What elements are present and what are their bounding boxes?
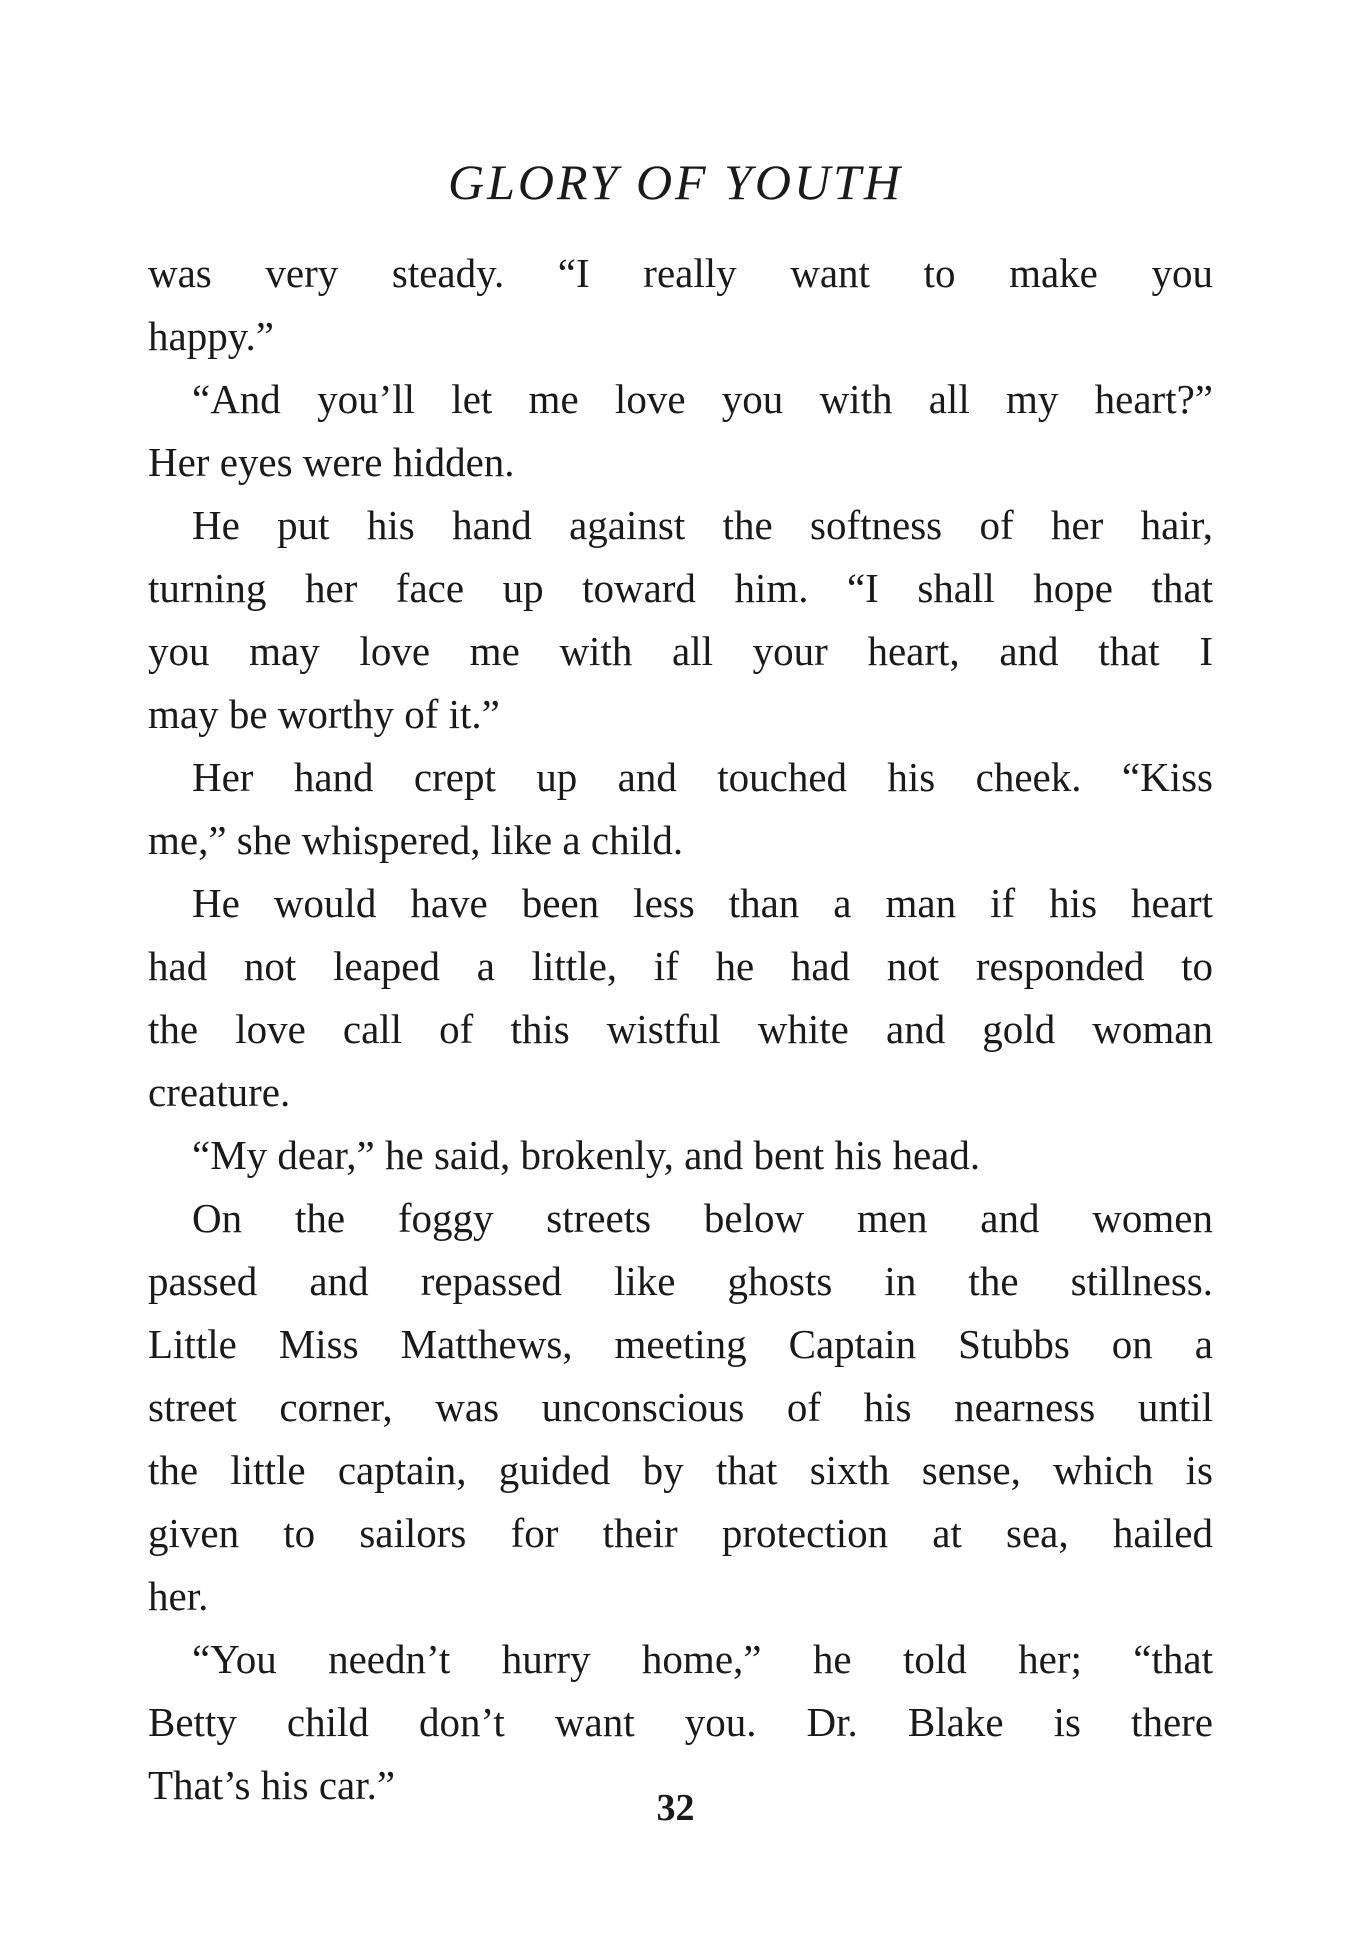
text-line: Her hand crept up and touched his cheek. “Kiss: [192, 754, 1213, 800]
paragraph: [148, 242, 1213, 368]
page-number: 32: [656, 1787, 695, 1829]
text-line: street corner, was unconscious of his nearness until: [148, 1384, 1213, 1430]
text-line: me,” she whispered, like a child.: [148, 817, 684, 863]
paragraph: [148, 1124, 1213, 1187]
text-line: happy.”: [148, 313, 274, 359]
text-line: “And you’ll let me love you with all my heart?”: [192, 376, 1213, 422]
paragraph: [148, 368, 1213, 494]
text-line: may be worthy of it.”: [148, 691, 500, 737]
text-line: creature.: [148, 1069, 291, 1115]
paragraph: [148, 872, 1213, 1124]
text-line: That’s his car.”: [148, 1762, 396, 1808]
text-line: given to sailors for their protection at sea, hailed: [148, 1510, 1213, 1556]
body-text: [148, 242, 1213, 1817]
text-line: “You needn’t hurry home,” he told her; “that: [192, 1636, 1213, 1682]
text-line: was very steady. “I really want to make you: [148, 250, 1213, 296]
text-line: her.: [148, 1573, 209, 1619]
text-line: passed and repassed like ghosts in the stillness.: [148, 1258, 1213, 1304]
text-line: had not leaped a little, if he had not responded to: [148, 943, 1213, 989]
text-line: Betty child don’t want you. Dr. Blake is there: [148, 1699, 1213, 1745]
paragraph: [148, 746, 1213, 872]
text-line: the little captain, guided by that sixth sense, which is: [148, 1447, 1213, 1493]
text-line: He would have been less than a man if his heart: [192, 880, 1213, 926]
text-line: the love call of this wistful white and gold woman: [148, 1006, 1213, 1052]
text-line: On the foggy streets below men and women: [192, 1195, 1213, 1241]
text-line: He put his hand against the softness of her hair,: [192, 502, 1213, 548]
text-line: Her eyes were hidden.: [148, 439, 515, 485]
text-line: “My dear,” he said, brokenly, and bent his head.: [192, 1132, 981, 1178]
text-line: turning her face up toward him. “I shall hope that: [148, 565, 1213, 611]
paragraph: [148, 1187, 1213, 1628]
text-line: Little Miss Matthews, meeting Captain Stubbs on a: [148, 1321, 1213, 1367]
paragraph: [148, 494, 1213, 746]
running-head: GLORY OF YOUTH: [447, 154, 904, 210]
text-line: you may love me with all your heart, and that I: [148, 628, 1213, 674]
